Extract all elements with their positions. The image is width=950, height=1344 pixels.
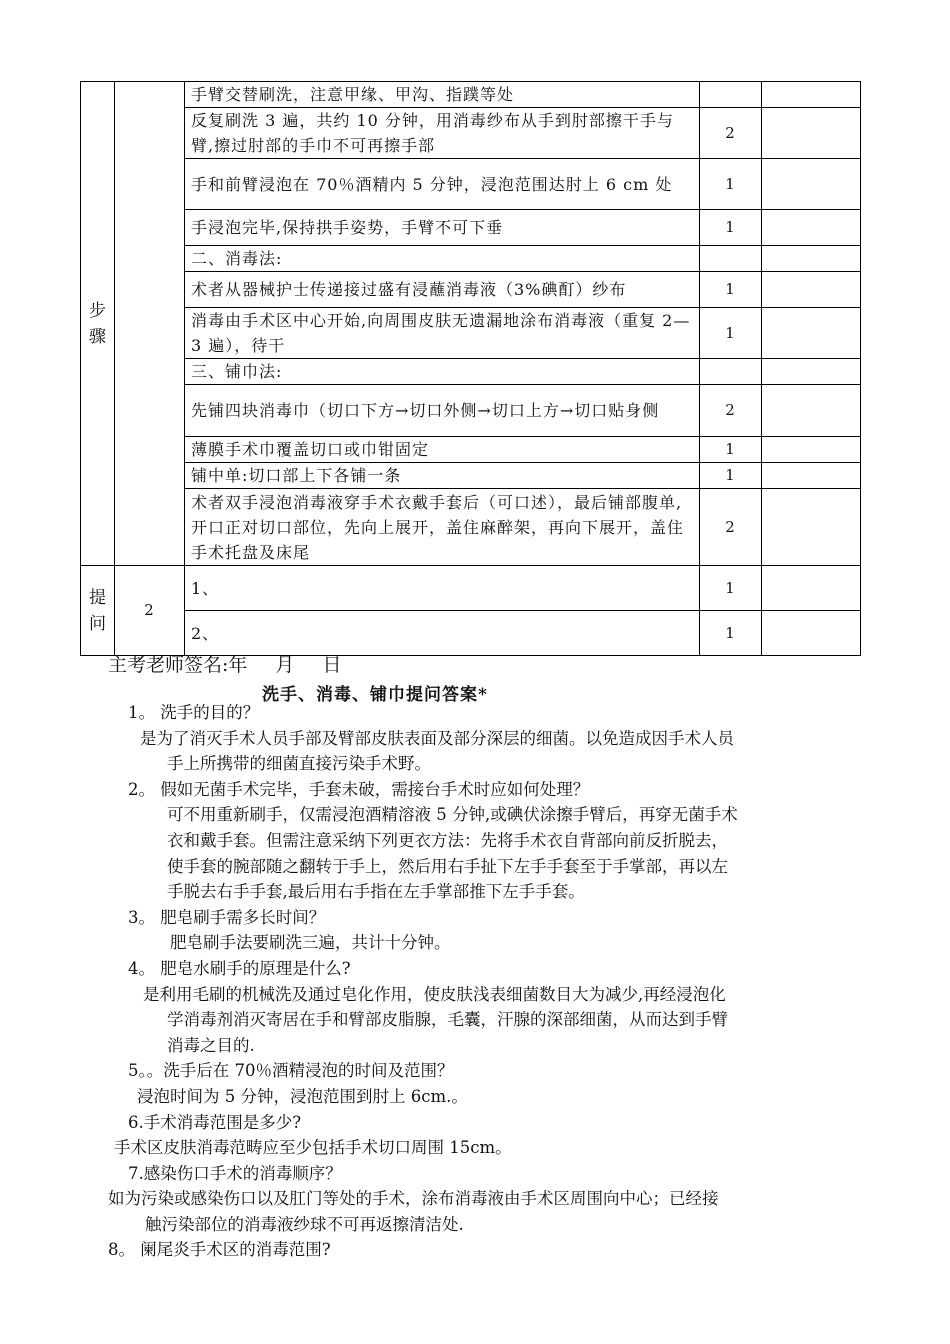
signature-month: 月 xyxy=(275,654,295,676)
deduction-cell xyxy=(762,82,861,108)
answer-line: 触污染部位的消毒液纱球不可再返擦清洁处. xyxy=(145,1214,464,1234)
table-row xyxy=(81,359,861,385)
step-score: 1 xyxy=(700,437,762,463)
step-text: 术者从器械护士传递接过盛有浸蘸消毒液（3%碘酊）纱布 xyxy=(185,272,700,308)
section-heading: 三、铺巾法: xyxy=(185,359,700,385)
table-row xyxy=(81,611,861,656)
deduction-cell xyxy=(762,489,861,566)
answer-line: 手上所携带的细菌直接污染手术野。 xyxy=(167,754,431,774)
signature-label: 主考老师签名: xyxy=(108,654,229,676)
step-category-cell xyxy=(81,82,115,566)
step-text: 术者双手浸泡消毒液穿手术衣戴手套后（可口述），最后铺部腹单,开口正对切口部位，先向上展开，盖住麻醉架，再向下展开，盖住手术托盘及床尾 xyxy=(185,489,700,566)
deduction-cell xyxy=(762,272,861,308)
answer-line: 学消毒剂消灭寄居在手和臂部皮脂腺，毛囊，汗腺的深部细菌，从而达到手臂 xyxy=(167,1010,728,1030)
question-label: 提问 xyxy=(89,587,106,634)
step-text: 手和前臂浸泡在 70％酒精内 5 分钟，浸泡范围达肘上 6 cm 处 xyxy=(185,159,700,210)
answer-line: 肥皂刷手法要刷洗三遍，共计十分钟。 xyxy=(170,933,451,953)
deduction-cell xyxy=(762,210,861,246)
table-row xyxy=(81,108,861,159)
question-score: 1 xyxy=(700,611,762,656)
step-score: 1 xyxy=(700,272,762,308)
table-row xyxy=(81,463,861,489)
answer-line: 浸泡时间为 5 分钟，浸泡范围到肘上 6cm.。 xyxy=(137,1086,468,1106)
step-text: 先铺四块消毒巾（切口下方→切口外侧→切口上方→切口贴身侧 xyxy=(185,385,700,437)
answer-line: 可不用重新刷手，仅需浸泡酒精溶液 5 分钟,或碘伏涂擦手臂后，再穿无菌手术 xyxy=(167,805,738,825)
table-row xyxy=(81,210,861,246)
step-text: 手臂交替刷洗，注意甲缘、甲沟、指蹼等处 xyxy=(185,82,700,108)
answer-line: 手术区皮肤消毒范畴应至少包括手术切口周围 15cm。 xyxy=(114,1138,512,1158)
step-text: 手浸泡完毕,保持拱手姿势，手臂不可下垂 xyxy=(185,210,700,246)
step-score: 1 xyxy=(700,159,762,210)
question-line: 8。 阑尾炎手术区的消毒范围? xyxy=(108,1240,331,1260)
answer-line: 使手套的腕部随之翻转于手上，然后用右手扯下左手手套至于手掌部，再以左 xyxy=(167,856,728,876)
question-score: 1 xyxy=(700,566,762,611)
deduction-cell xyxy=(762,611,861,656)
question-line: 1。 洗手的目的？ xyxy=(128,703,260,722)
answer-line: 消毒之目的. xyxy=(167,1035,255,1055)
table-row xyxy=(81,82,861,108)
question-line: 7.感染伤口手术的消毒顺序？ xyxy=(128,1163,342,1183)
signature-year: 年 xyxy=(228,654,248,676)
step-text: 反复刷洗 3 遍，共约 10 分钟，用消毒纱布从手到肘部擦干手与臂,擦过肘部的手巾不可再擦手部 xyxy=(185,108,700,159)
question-total-score: 2 xyxy=(115,566,185,656)
question-line: 2。 假如无菌手术完毕，手套未破，需接台手术时应如何处理？ xyxy=(128,779,590,799)
deduction-cell xyxy=(762,385,861,437)
examiner-signature-line xyxy=(108,650,369,677)
answer-line: 衣和戴手套。但需注意采纳下列更衣方法：先将手术衣自背部向前反折脱去， xyxy=(167,830,728,850)
signature-day: 日 xyxy=(322,654,342,676)
table-row xyxy=(81,308,861,359)
step-score xyxy=(700,246,762,272)
answer-line: 是利用毛刷的机械洗及通过皂化作用，使皮肤浅表细菌数目大为减少,再经浸泡化 xyxy=(143,984,726,1004)
table-row xyxy=(81,566,861,611)
deduction-cell xyxy=(762,437,861,463)
question-text: 2、 xyxy=(185,611,700,656)
table-row xyxy=(81,159,861,210)
answers-title: 洗手、消毒、铺巾提问答案* xyxy=(262,685,488,705)
step-score: 2 xyxy=(700,385,762,437)
step-score: 1 xyxy=(700,210,762,246)
answers-body xyxy=(0,700,950,1263)
deduction-cell xyxy=(762,159,861,210)
question-category-cell xyxy=(81,566,115,656)
scoring-table xyxy=(80,81,861,656)
answer-line: 是为了消灭手术人员手部及臂部皮肤表面及部分深层的细菌。以免造成因手术人员 xyxy=(140,728,734,748)
step-score xyxy=(700,82,762,108)
deduction-cell xyxy=(762,108,861,159)
step-score: 2 xyxy=(700,489,762,566)
question-line: 4。 肥皂水刷手的原理是什么? xyxy=(128,958,351,978)
step-text: 铺中单:切口部上下各铺一条 xyxy=(185,463,700,489)
table-row xyxy=(81,489,861,566)
step-score: 2 xyxy=(700,108,762,159)
section-heading: 二、消毒法: xyxy=(185,246,700,272)
question-line: 3。 肥皂刷手需多长时间？ xyxy=(128,907,326,927)
step-score: 1 xyxy=(700,308,762,359)
step-text: 消毒由手术区中心开始,向周围皮肤无遗漏地涂布消毒液（重复 2—3 遍），待干 xyxy=(185,308,700,359)
table-row xyxy=(81,272,861,308)
question-line: 5。。洗手后在 70％酒精浸泡的时间及范围？ xyxy=(128,1061,454,1081)
step-score: 1 xyxy=(700,463,762,489)
deduction-cell xyxy=(762,308,861,359)
deduction-cell xyxy=(762,463,861,489)
answer-line: 手脱去右手手套,最后用右手指在左手掌部推下左手手套。 xyxy=(167,882,585,902)
question-line: 6.手术消毒范围是多少? xyxy=(128,1112,302,1132)
question-text: 1、 xyxy=(185,566,700,611)
deduction-cell xyxy=(762,246,861,272)
table-row xyxy=(81,246,861,272)
step-score-cell xyxy=(115,82,185,566)
step-score xyxy=(700,359,762,385)
answer-line: 如为污染或感染伤口以及肛门等处的手术，涂布消毒液由手术区周围向中心；已经接 xyxy=(108,1189,719,1209)
deduction-cell xyxy=(762,566,861,611)
step-text: 薄膜手术巾覆盖切口或巾钳固定 xyxy=(185,437,700,463)
step-label: 步骤 xyxy=(89,300,106,347)
deduction-cell xyxy=(762,359,861,385)
table-row xyxy=(81,437,861,463)
table-row xyxy=(81,385,861,437)
